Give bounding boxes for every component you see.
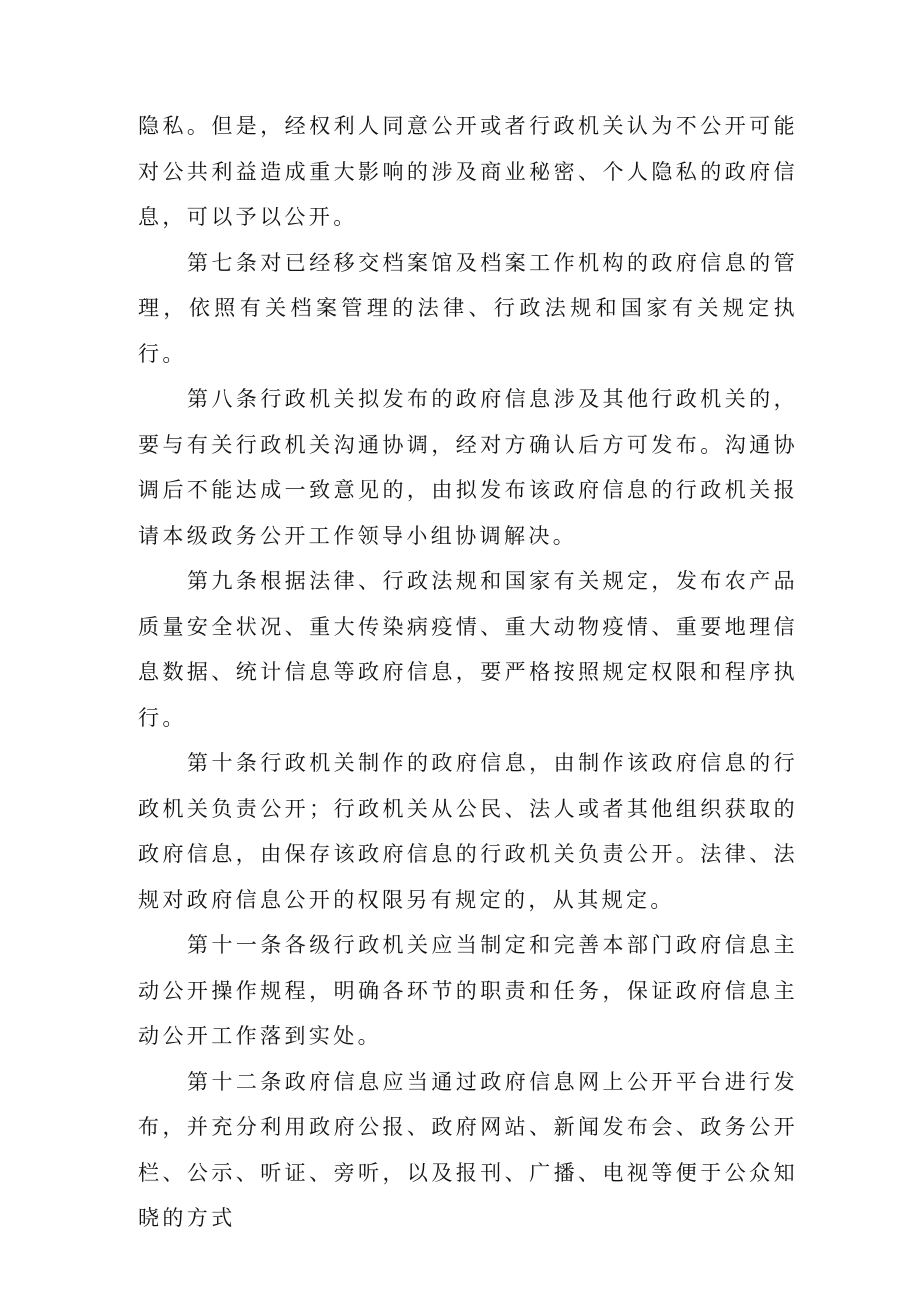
document-body — [138, 104, 798, 1242]
paragraph-article-11: 第十一条各级行政机关应当制定和完善本部门政府信息主动公开操作规程，明确各环节的职责和任务，保证政府信息主动公开工作落到实处。 — [138, 933, 798, 1048]
paragraph-continuation: 隐私。但是，经权利人同意公开或者行政机关认为不公开可能对公共利益造成重大影响的涉及商业秘密、个人隐私的政府信息，可以予以公开。 — [138, 114, 798, 229]
paragraph-article-10: 第十条行政机关制作的政府信息，由制作该政府信息的行政机关负责公开；行政机关从公民、法人或者其他组织获取的政府信息，由保存该政府信息的行政机关负责公开。法律、法规对政府信息公开的权限另有规定的，从其规定。 — [138, 751, 798, 912]
paragraph-article-8: 第八条行政机关拟发布的政府信息涉及其他行政机关的，要与有关行政机关沟通协调，经对方确认后方可发布。沟通协调后不能达成一致意见的，由拟发布该政府信息的行政机关报请本级政务公开工作领导小组协调解决。 — [138, 387, 798, 548]
paragraph-article-7: 第七条对已经移交档案馆及档案工作机构的政府信息的管理，依照有关档案管理的法律、行政法规和国家有关规定执行。 — [138, 250, 798, 366]
paragraph-article-12: 第十二条政府信息应当通过政府信息网上公开平台进行发布，并充分利用政府公报、政府网站、新闻发布会、政务公开栏、公示、听证、旁听，以及报刊、广播、电视等便于公众知晓的方式 — [138, 1069, 798, 1230]
paragraph-article-9: 第九条根据法律、行政法规和国家有关规定，发布农产品质量安全状况、重大传染病疫情、重大动物疫情、重要地理信息数据、统计信息等政府信息，要严格按照规定权限和程序执行。 — [138, 569, 798, 730]
